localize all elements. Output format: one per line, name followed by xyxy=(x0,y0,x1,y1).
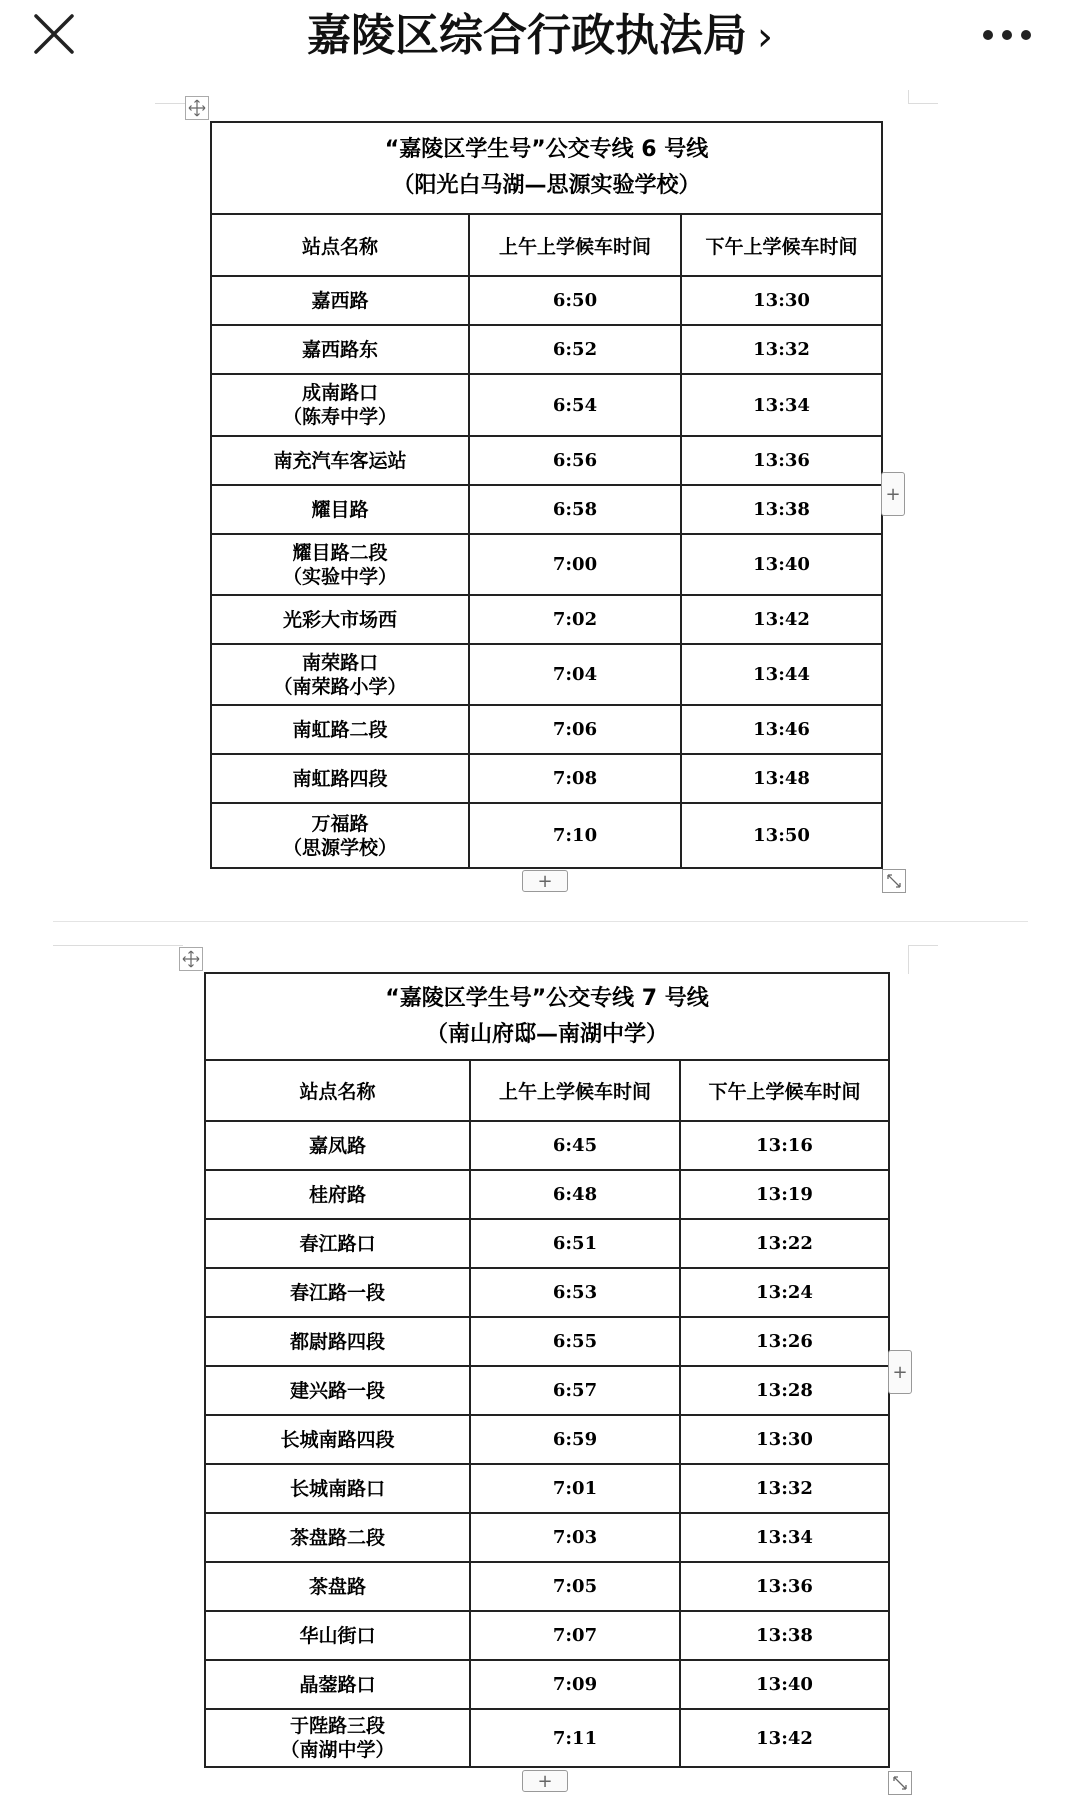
stop-name: 建兴路一段 xyxy=(205,1366,470,1415)
stop-name-cell xyxy=(211,534,469,595)
pm-time: 13:30 xyxy=(681,276,882,325)
table-row xyxy=(205,1464,889,1513)
am-time: 7:02 xyxy=(469,595,681,644)
page-break-line xyxy=(53,921,1028,922)
stop-note: （陈寿中学） xyxy=(282,406,397,428)
stop-name: 耀目路二段 xyxy=(292,541,388,564)
table-row xyxy=(205,1513,889,1562)
am-time: 6:59 xyxy=(470,1415,680,1464)
pm-time: 13:36 xyxy=(680,1562,889,1611)
table-resize-handle[interactable] xyxy=(882,869,906,893)
pm-time: 13:22 xyxy=(680,1219,889,1268)
stop-name-cell xyxy=(211,644,469,705)
table-row xyxy=(205,1660,889,1709)
pm-time: 13:26 xyxy=(680,1317,889,1366)
table-move-handle[interactable] xyxy=(179,947,203,971)
page-corner-mark xyxy=(155,103,185,104)
pm-time: 13:42 xyxy=(680,1709,889,1767)
top-nav-bar xyxy=(0,0,1080,86)
page-title[interactable] xyxy=(0,8,1080,65)
stop-name: 桂府路 xyxy=(205,1170,470,1219)
header-am-time: 上午上学候车时间 xyxy=(469,214,681,276)
plus-icon: + xyxy=(892,1361,908,1383)
table-row xyxy=(205,1611,889,1660)
stop-name: 南充汽车客运站 xyxy=(211,436,469,485)
table-row xyxy=(205,1170,889,1219)
page-corner-mark xyxy=(908,90,909,104)
header-pm-time: 下午上学候车时间 xyxy=(681,214,882,276)
am-time: 6:55 xyxy=(470,1317,680,1366)
table-resize-handle[interactable] xyxy=(888,1771,912,1795)
am-time: 7:11 xyxy=(470,1709,680,1767)
stop-name: 春江路口 xyxy=(205,1219,470,1268)
am-time: 6:53 xyxy=(470,1268,680,1317)
table-row xyxy=(205,1317,889,1366)
am-time: 6:50 xyxy=(469,276,681,325)
header-stop-name: 站点名称 xyxy=(211,214,469,276)
pm-time: 13:24 xyxy=(680,1268,889,1317)
header-pm-time: 下午上学候车时间 xyxy=(680,1060,889,1121)
table-row xyxy=(205,1366,889,1415)
stop-note: （实验中学） xyxy=(282,565,397,588)
stop-note: （南湖中学） xyxy=(280,1739,395,1761)
pm-time: 13:16 xyxy=(680,1121,889,1170)
stop-name: 长城南路四段 xyxy=(205,1415,470,1464)
pm-time: 13:48 xyxy=(681,754,882,803)
add-row-button[interactable] xyxy=(522,870,568,892)
table-row xyxy=(211,803,882,868)
pm-time: 13:36 xyxy=(681,436,882,485)
table-title-row xyxy=(205,973,889,1060)
table-row xyxy=(211,595,882,644)
stop-name: 光彩大市场西 xyxy=(211,595,469,644)
pm-time: 13:19 xyxy=(680,1170,889,1219)
route-title: “嘉陵区学生号”公交专线 6 号线 xyxy=(384,137,709,162)
table-row xyxy=(205,1219,889,1268)
pm-time: 13:30 xyxy=(680,1415,889,1464)
table-row xyxy=(205,1415,889,1464)
page-corner-mark xyxy=(908,945,938,946)
table-row xyxy=(211,644,882,705)
am-time: 7:10 xyxy=(469,803,681,868)
stop-name-cell xyxy=(211,803,469,868)
am-time: 7:06 xyxy=(469,705,681,754)
am-time: 6:45 xyxy=(470,1121,680,1170)
stop-name: 华山街口 xyxy=(205,1611,470,1660)
table-row xyxy=(211,325,882,374)
pm-time: 13:40 xyxy=(680,1660,889,1709)
header-am-time: 上午上学候车时间 xyxy=(470,1060,680,1121)
table-row xyxy=(205,1709,889,1767)
stop-name-cell xyxy=(211,374,469,436)
page-title-text: 嘉陵区综合行政执法局 xyxy=(307,10,747,61)
route-title: “嘉陵区学生号”公交专线 7 号线 xyxy=(385,985,709,1011)
stop-name: 茶盘路二段 xyxy=(205,1513,470,1562)
table-row xyxy=(211,485,882,534)
table-title-row xyxy=(211,122,882,214)
resize-arrows-icon xyxy=(886,873,902,889)
am-time: 6:51 xyxy=(470,1219,680,1268)
pm-time: 13:40 xyxy=(681,534,882,595)
stop-name: 春江路一段 xyxy=(205,1268,470,1317)
move-arrows-icon xyxy=(188,99,206,117)
stop-name: 成南路口 xyxy=(301,382,378,404)
table-header-row xyxy=(211,214,882,276)
page-corner-mark xyxy=(908,946,909,974)
am-time: 6:48 xyxy=(470,1170,680,1219)
table-row xyxy=(211,754,882,803)
table-row xyxy=(205,1562,889,1611)
am-time: 6:56 xyxy=(469,436,681,485)
am-time: 7:08 xyxy=(469,754,681,803)
stop-name: 嘉西路 xyxy=(211,276,469,325)
am-time: 6:54 xyxy=(469,374,681,436)
stop-name: 嘉西路东 xyxy=(211,325,469,374)
stop-name-cell xyxy=(205,1709,470,1767)
stop-name: 南虹路四段 xyxy=(211,754,469,803)
move-arrows-icon xyxy=(182,950,200,968)
am-time: 7:07 xyxy=(470,1611,680,1660)
am-time: 7:04 xyxy=(469,644,681,705)
am-time: 7:01 xyxy=(470,1464,680,1513)
table-title-cell xyxy=(205,973,889,1060)
am-time: 7:03 xyxy=(470,1513,680,1562)
header-stop-name: 站点名称 xyxy=(205,1060,470,1121)
plus-icon: + xyxy=(537,870,553,892)
stop-name: 南荣路口 xyxy=(301,651,378,674)
plus-icon: + xyxy=(885,483,901,505)
stop-note: （思源学校） xyxy=(282,836,397,859)
table-move-handle[interactable] xyxy=(185,96,209,120)
stop-name: 晶蓥路口 xyxy=(205,1660,470,1709)
table-row xyxy=(211,534,882,595)
pm-time: 13:38 xyxy=(681,485,882,534)
pm-time: 13:32 xyxy=(680,1464,889,1513)
resize-arrows-icon xyxy=(892,1775,908,1791)
stop-name: 都尉路四段 xyxy=(205,1317,470,1366)
pm-time: 13:46 xyxy=(681,705,882,754)
pm-time: 13:34 xyxy=(681,374,882,436)
pm-time: 13:50 xyxy=(681,803,882,868)
am-time: 7:05 xyxy=(470,1562,680,1611)
pm-time: 13:32 xyxy=(681,325,882,374)
route-subtitle: （阳光白马湖—思源实验学校） xyxy=(392,173,701,198)
pm-time: 13:44 xyxy=(681,644,882,705)
more-options-icon[interactable] xyxy=(980,20,1034,50)
am-time: 6:57 xyxy=(470,1366,680,1415)
table-row xyxy=(205,1268,889,1317)
plus-icon: + xyxy=(537,1770,553,1792)
route-subtitle: （南山府邸—南湖中学） xyxy=(426,1021,669,1047)
am-time: 7:00 xyxy=(469,534,681,595)
pm-time: 13:34 xyxy=(680,1513,889,1562)
add-row-button[interactable] xyxy=(522,1770,568,1792)
table-row xyxy=(205,1121,889,1170)
table-title-cell xyxy=(211,122,882,214)
route7-schedule-table xyxy=(204,972,890,1768)
pm-time: 13:28 xyxy=(680,1366,889,1415)
stop-note: （南荣路小学） xyxy=(273,675,407,698)
table-header-row xyxy=(205,1060,889,1121)
page-corner-mark xyxy=(53,945,183,946)
stop-name: 于陛路三段 xyxy=(289,1715,385,1737)
stop-name: 嘉凤路 xyxy=(205,1121,470,1170)
pm-time: 13:38 xyxy=(680,1611,889,1660)
stop-name: 南虹路二段 xyxy=(211,705,469,754)
table-row xyxy=(211,705,882,754)
am-time: 6:52 xyxy=(469,325,681,374)
stop-name: 茶盘路 xyxy=(205,1562,470,1611)
stop-name: 耀目路 xyxy=(211,485,469,534)
add-column-button[interactable] xyxy=(888,1350,912,1394)
stop-name: 万福路 xyxy=(311,812,369,835)
table-row xyxy=(211,276,882,325)
am-time: 6:58 xyxy=(469,485,681,534)
stop-name: 长城南路口 xyxy=(205,1464,470,1513)
table-row xyxy=(211,374,882,436)
pm-time: 13:42 xyxy=(681,595,882,644)
table-row xyxy=(211,436,882,485)
chevron-right-icon: › xyxy=(757,14,773,60)
add-column-button[interactable] xyxy=(881,472,905,516)
am-time: 7:09 xyxy=(470,1660,680,1709)
route6-schedule-table xyxy=(210,121,883,869)
page-corner-mark xyxy=(908,103,938,104)
